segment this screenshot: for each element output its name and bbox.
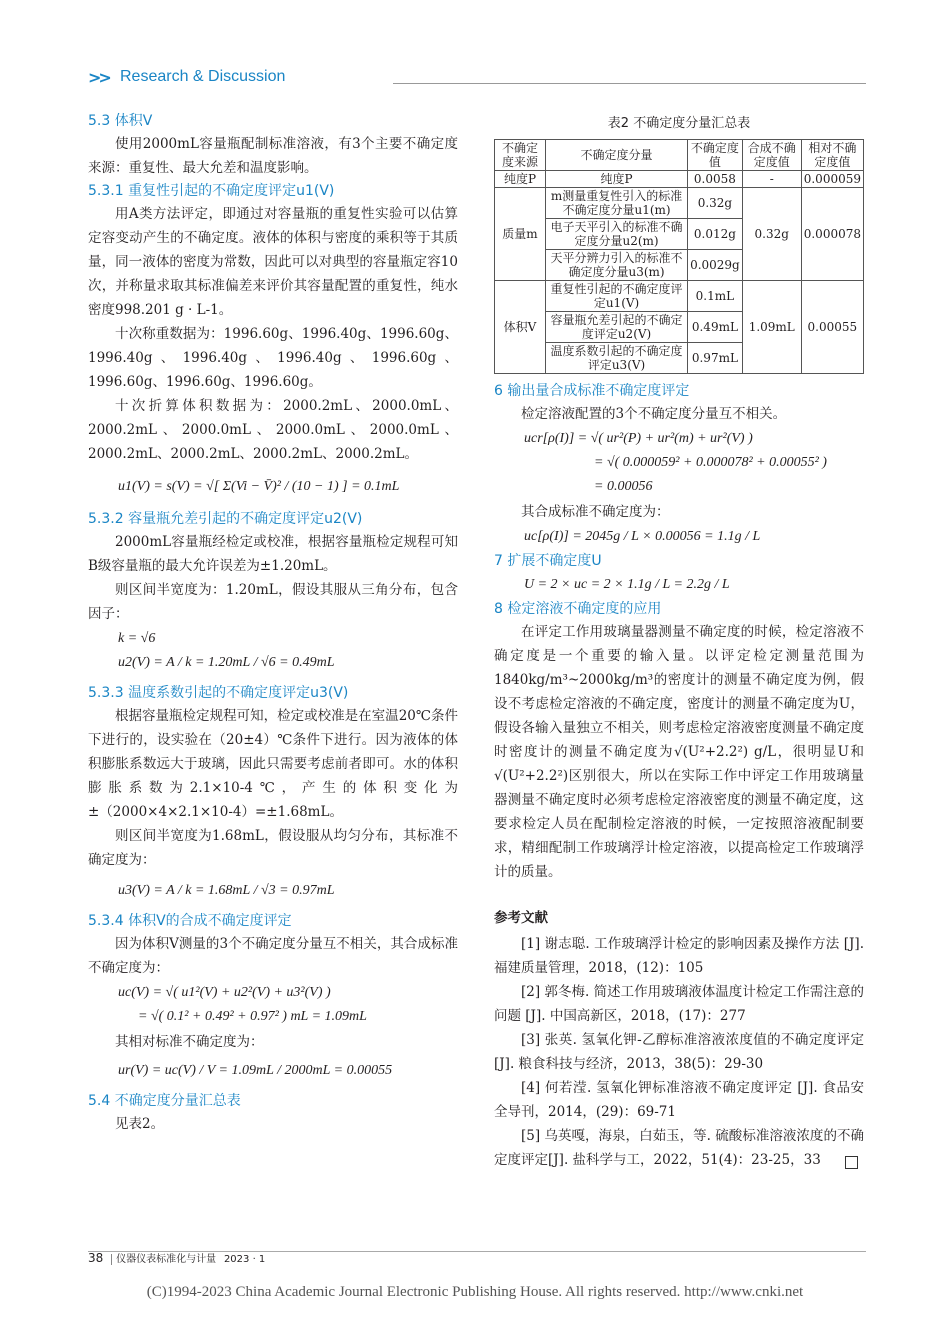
table-cell: 重复性引起的不确定度评定u1(V) [546,281,688,312]
equation-ucr: ucr[ρ(I)] = √( ur²(P) + ur²(m) + ur²(V) ) [524,431,753,446]
reference-item: [1] 谢志聪. 工作玻璃浮计检定的影响因素及操作方法 [J]. 福建质量管理，2018，(12)：105 [494,936,864,976]
paragraph: 其相对标准不确定度为： [115,1034,264,1050]
paragraph: 2000mL容量瓶经检定或校准，根据容量瓶检定规程可知B级容量瓶的最大允许误差为±1.20mL。 [88,534,458,574]
table-cell: 0.0058 [688,171,743,188]
reference-item: [3] 张英. 氢氧化钾-乙醇标准溶液浓度值的不确定度评定[J]. 粮食科技与经济，2013，38(5)：29-30 [494,1032,864,1072]
table-header-cell: 相对不确定度值 [801,140,863,171]
section-5-3-2-heading: 5.3.2 容量瓶允差引起的不确定度评定u2(V) [88,511,363,527]
table-cell: 0.0029g [688,250,743,281]
paragraph: 其合成标准不确定度为： [521,504,670,520]
table-cell: 0.012g [688,219,743,250]
right-column [494,110,864,1170]
table-cell: m测量重复性引入的标准不确定度分量u1(m) [546,188,688,219]
copyright-notice: (C)1994-2023 China Academic Journal Electronic Publishing House. All rights reserved. http://www.cnki.net [146,1284,804,1300]
equation-u1: u1(V) = s(V) = √[ Σ(Vi − V̄)² / (10 − 1) ] = 0.1mL [118,479,400,494]
table-cell: 体积V [495,281,546,374]
uncertainty-table [494,139,864,374]
section-header-title: Research & Discussion [120,68,286,85]
equation-U: U = 2 × uc = 2 × 1.1g / L = 2.2g / L [524,577,730,592]
table-cell: 0.000059 [801,171,863,188]
double-chevron-icon: >> [88,68,109,87]
paragraph: 用A类方法评定，即通过对容量瓶的重复性实验可以估算定容变动产生的不确定度。液体的体积与密度的乘积等于其质量，同一液体的密度为常数，因此可以对典型的容量瓶定容10次，并称量求取其标准偏差来评价其容量配置的重复性，纯水密度998.201 g · L-1。 [88,206,458,318]
section-5-3-1-heading: 5.3.1 重复性引起的不确定度评定u1(V) [88,183,335,199]
end-mark-icon [845,1156,858,1169]
equation-u2: u2(V) = A / k = 1.20mL / √6 = 0.49mL [118,655,335,670]
section-7-heading: 7 扩展不确定度U [494,553,602,569]
page-number: 38 [88,1251,104,1265]
paragraph: 则区间半宽度为1.68mL，假设服从均匀分布，其标准不确定度为： [88,828,458,868]
header-rule [393,83,866,84]
running-header [88,66,866,92]
table-cell: 天平分辨力引入的标准不确定度分量u3(m) [546,250,688,281]
table-row [495,281,864,312]
equation-ur: ur(V) = uc(V) / V = 1.09mL / 2000mL = 0.00055 [118,1063,393,1078]
paragraph: 见表2。 [115,1116,165,1132]
reference-item: [5] 乌英嘎，海泉，白茹玉，等. 硫酸标准溶液浓度的不确定度评定[J]. 盐科学与工，2022，51(4)：23-25，33 [494,1128,864,1168]
table-header-cell: 不确定度来源 [495,140,546,171]
table-cell: 0.97mL [688,343,743,374]
journal-name: 仪器仪表标准化与计量 [111,1254,216,1265]
table-header-row [495,140,864,171]
table-cell: 纯度P [546,171,688,188]
table-cell: - [742,171,801,188]
paragraph: 检定溶液配置的3个不确定度分量互不相关。 [521,406,787,422]
equation-k: k = √6 [118,631,156,646]
section-8-heading: 8 检定溶液不确定度的应用 [494,601,662,617]
issue-number: 2023 · 1 [223,1254,266,1265]
section-5-3-4-heading: 5.3.4 体积V的合成不确定度评定 [88,913,292,929]
paragraph: 则区间半宽度为：1.20mL，假设其服从三角分布，包含因子： [88,582,458,622]
paragraph: 十次称重数据为：1996.60g、1996.40g、1996.60g、1996.40g、1996.40g、1996.40g、1996.60g、1996.60g、1996.60g、1996.60g。 [88,326,458,390]
section-5-4-heading: 5.4 不确定度分量汇总表 [88,1093,241,1109]
equation-u3: u3(V) = A / k = 1.68mL / √3 = 0.97mL [118,883,335,898]
equation-ucr-result: = 0.00056 [594,479,653,494]
table-cell: 1.09mL [742,281,801,374]
table-cell: 0.32g [742,188,801,281]
table-row [495,171,864,188]
table-caption: 表2 不确定度分量汇总表 [607,116,751,131]
reference-item: [2] 郭冬梅. 简述工作用玻璃液体温度计检定工作需注意的问题 [J]. 中国高新区，2018，(17)：277 [494,984,864,1024]
equation-uc-value: = √( 0.1² + 0.49² + 0.97² ) mL = 1.09mL [138,1009,367,1024]
table-cell: 0.00055 [801,281,863,374]
paragraph: 使用2000mL容量瓶配制标准溶液，有3个主要不确定度来源：重复性、最大允差和温度影响。 [88,136,458,176]
table-cell: 容量瓶允差引起的不确定度评定u2(V) [546,312,688,343]
table-cell: 纯度P [495,171,546,188]
table-cell: 电子天平引入的标准不确定度分量u2(m) [546,219,688,250]
equation-uc-rho: uc[ρ(I)] = 2045g / L × 0.00056 = 1.1g / L [524,529,761,544]
page-footer [88,1250,265,1265]
table-cell: 0.1mL [688,281,743,312]
table-header-cell: 不确定度分量 [546,140,688,171]
table-row [495,188,864,219]
references-heading: 参考文献 [494,910,548,926]
section-5-3-3-heading: 5.3.3 温度系数引起的不确定度评定u3(V) [88,685,349,701]
table-cell: 0.32g [688,188,743,219]
section-5-3-heading: 5.3 体积V [88,113,153,129]
table-cell: 温度系数引起的不确定度评定u3(V) [546,343,688,374]
reference-item: [4] 何若滢. 氢氧化钾标准溶液不确定度评定 [J]. 食品安全导刊，2014，(29)：69-71 [494,1080,864,1120]
table-cell: 质量m [495,188,546,281]
left-column [88,110,458,1136]
paragraph: 十次折算体积数据为：2000.2mL、2000.0mL、2000.2mL、2000.0mL、2000.0mL、2000.0mL、2000.2mL、2000.2mL、2000.2mL、2000.2mL。 [88,398,458,462]
equation-uc: uc(V) = √( u1²(V) + u2²(V) + u3²(V) ) [118,985,331,1000]
paragraph: 根据容量瓶检定规程可知，检定或校准是在室温20℃条件下进行的，设实验在（20±4）℃条件下进行。因为液体的体积膨胀系数远大于玻璃，因此只需要考虑前者即可。水的体积膨胀系数为2.1×10-4℃，产生的体积变化为±（2000×4×2.1×10-4）=±1.68mL。 [88,708,458,820]
equation-ucr-values: = √( 0.000059² + 0.000078² + 0.00055² ) [594,455,827,470]
table-header-cell: 不确定度值 [688,140,743,171]
table-cell: 0.49mL [688,312,743,343]
table-header-cell: 合成不确定度值 [742,140,801,171]
section-6-heading: 6 输出量合成标准不确定度评定 [494,383,690,399]
paragraph: 在评定工作用玻璃量器测量不确定度的时候，检定溶液不确定度是一个重要的输入量。以评定检定测量范围为1840kg/m³~2000kg/m³的密度计的测量不确定度为例，假设不考虑检定溶液的不确定度，密度计的测量不确定度为U，假设各输入量独立不相关，则考虑检定溶液密度测量不确定度时密度计的测量不确定度为√(U²+2.2²) g/L，很明显U和√(U²+2.2²)区别很大，所以在实际工作中评定工作用玻璃量器测量不确定度时必须考虑检定溶液密度的测量不确定度，这要求检定人员在配制检定溶液的时候，一定按照溶液配制要求，精细配制工作玻璃浮计检定溶液，以提高检定工作玻璃浮计的质量。 [494,624,864,880]
paragraph: 因为体积V测量的3个不确定度分量互不相关，其合成标准不确定度为： [88,936,458,976]
table-cell: 0.000078 [801,188,863,281]
